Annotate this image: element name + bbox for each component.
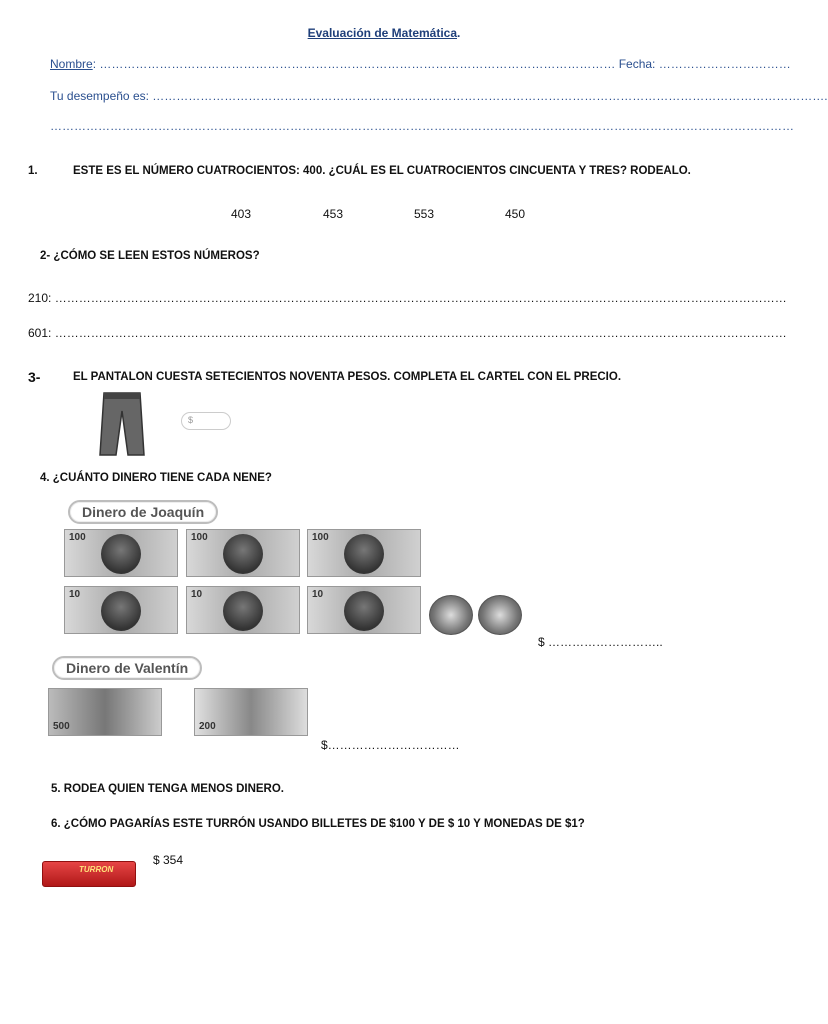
q2-answer-210[interactable]: 210: ………………………………………………………………………………………………………………………………………………………………… — [28, 291, 787, 305]
bill-100 — [307, 529, 421, 577]
q1-text: ESTE ES EL NÚMERO CUATROCIENTOS: 400. ¿CUÁL ES EL CUATROCIENTOS CINCUENTA Y TRES? RODEALO. — [73, 165, 691, 177]
q6-text: 6. ¿CÓMO PAGARÍAS ESTE TURRÓN USANDO BILLETES DE $100 Y DE $ 10 Y MONEDAS DE $1? — [51, 818, 585, 830]
bill-value: 100 — [312, 532, 329, 543]
portrait-icon — [223, 591, 263, 631]
bill-100 — [186, 529, 300, 577]
q2-text: 2- ¿CÓMO SE LEEN ESTOS NÚMEROS? — [40, 250, 260, 262]
portrait-icon — [223, 534, 263, 574]
performance-line-2[interactable]: …………………………………………………………………………………………………………………………………………………………………… — [50, 119, 794, 133]
title-period: . — [457, 26, 461, 40]
bill-10 — [307, 586, 421, 634]
q1-option-3[interactable]: 553 — [414, 207, 435, 221]
coin-icon — [478, 595, 522, 635]
q1-option-2[interactable]: 453 — [323, 207, 344, 221]
joaquin-answer[interactable]: $ ……………………….. — [538, 635, 663, 649]
q2-answer-601[interactable]: 601: ………………………………………………………………………………………………………………………………………………………………… — [28, 326, 787, 340]
portrait-icon — [344, 534, 384, 574]
name-label: Nombre — [50, 57, 93, 71]
bill-value: 200 — [199, 721, 216, 732]
price-tag[interactable] — [181, 412, 231, 430]
price-tag-symbol: $ — [188, 415, 194, 425]
portrait-icon — [101, 591, 141, 631]
valentin-label: Dinero de Valentín — [52, 656, 202, 680]
bill-value: 500 — [53, 721, 70, 732]
bill-value: 10 — [191, 589, 203, 600]
q1-number: 1. — [28, 165, 38, 177]
turron-image — [42, 861, 136, 887]
q1-option-4[interactable]: 450 — [505, 207, 526, 221]
portrait-icon — [344, 591, 384, 631]
valentin-answer[interactable]: $…………………………… — [321, 738, 460, 752]
bill-value: 10 — [69, 589, 81, 600]
pants-image — [98, 391, 146, 459]
q3-number: 3- — [28, 369, 41, 385]
q3-text: EL PANTALON CUESTA SETECIENTOS NOVENTA PESOS. COMPLETA EL CARTEL CON EL PRECIO. — [73, 371, 622, 383]
performance-line[interactable]: Tu desempeño es: ……………………………………………………………………………………………………………………………………………………. — [50, 89, 828, 103]
name-dots: : ………………………………………………………………………………………………………………… — [92, 57, 616, 71]
bill-10 — [186, 586, 300, 634]
name-line[interactable] — [50, 57, 791, 71]
q1-option-1[interactable]: 403 — [231, 207, 252, 221]
bill-100 — [64, 529, 178, 577]
title-text: Evaluación de Matemática — [307, 26, 458, 40]
turron-price: $ 354 — [153, 853, 184, 867]
bill-value: 10 — [312, 589, 324, 600]
page-title — [0, 26, 768, 40]
bill-value: 100 — [69, 532, 86, 543]
turron-brand: TURRON — [79, 865, 114, 874]
coin-icon — [429, 595, 473, 635]
bill-500 — [48, 688, 162, 736]
bill-value: 100 — [191, 532, 208, 543]
q4-text: 4. ¿CUÁNTO DINERO TIENE CADA NENE? — [40, 472, 272, 484]
q5-text: 5. RODEA QUIEN TENGA MENOS DINERO. — [51, 783, 285, 795]
joaquin-label: Dinero de Joaquín — [68, 500, 218, 524]
date-field: Fecha: …………………………… — [615, 57, 791, 71]
bill-10 — [64, 586, 178, 634]
bill-200 — [194, 688, 308, 736]
portrait-icon — [101, 534, 141, 574]
